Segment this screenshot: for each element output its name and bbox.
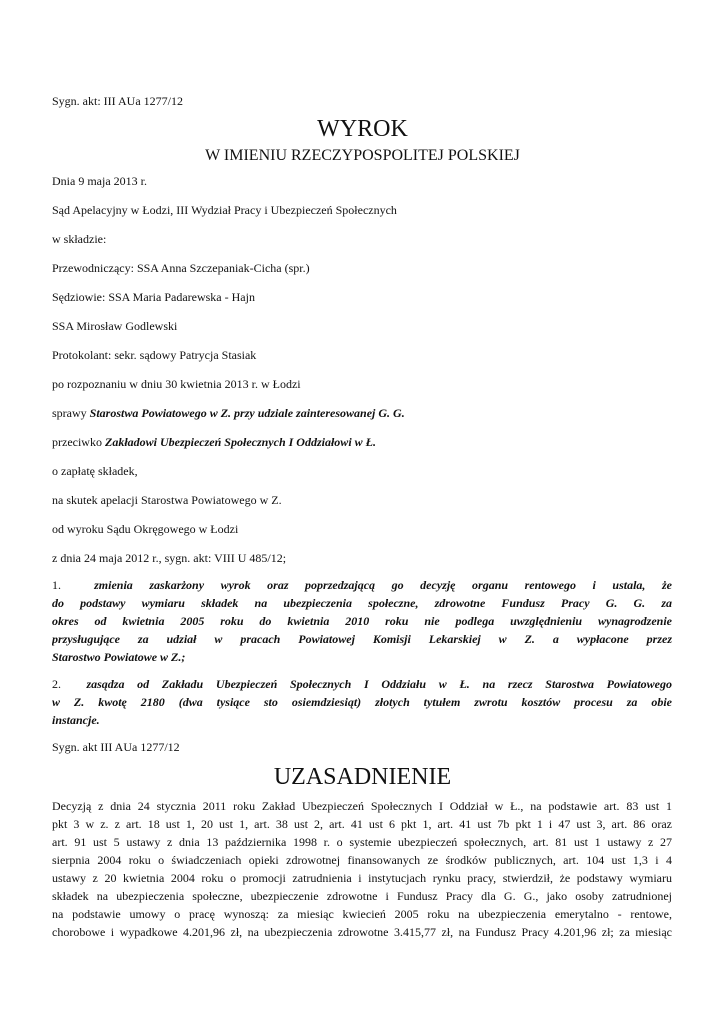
against-prefix: przeciwko [52,435,105,449]
case-signature-bottom: Sygn. akt III AUa 1277/12 [52,740,180,754]
lower-court-judgment: od wyroku Sądu Okręgowego w Łodzi [52,522,239,536]
against-party: Zakładowi Ubezpieczeń Społecznych I Oddziałowi w Ł. [104,435,376,449]
justification-line: sierpnia 2004 roku o świadczeniach opieki zdrowotnej finansowanych ze środków publicznych, art. 104 ust 1,3 i 4 [52,853,672,867]
judgment-date: Dnia 9 maja 2013 r. [52,174,147,188]
ruling-point-1 [52,576,672,666]
judges: Sędziowie: SSA Maria Padarewska - Hajn [52,290,255,304]
justification-line: Decyzją z dnia 24 stycznia 2011 roku Zakład Ubezpieczeń Społecznych I Oddział w Ł., na podstawie art. 83 ust 1 [52,799,672,813]
ruling-point-line: okres od kwietnia 2005 roku do kwietnia 2010 roku nie podlega uwzględnieniu wynagrodzenie [52,614,672,628]
ruling-point-number: 1. [52,578,61,592]
composition-label: w składzie: [52,232,107,246]
justification-title: UZASADNIENIE [273,764,452,790]
ruling-point-number: 2. [52,677,61,691]
ruling-point-line: do podstawy wymiaru składek na ubezpieczenia społeczne, zdrowotne Fundusz Pracy G. G. za [52,596,672,610]
justification-line: chorobowe i wypadkowe 4.201,96 zł, na ubezpieczenia zdrowotne 3.415,77 zł, na Fundusz Pracy 4.201,96 zł; za miesiąc [52,925,672,939]
judge-second: SSA Mirosław Godlewski [52,319,178,333]
against-line [52,435,376,449]
justification-line: na podstawie umowy o pracę wynoszą: za miesiąc kwiecień 2005 roku na ubezpieczenia emerytalno - rentowe, [52,907,672,921]
case-party: Starostwa Powiatowego w Z. przy udziale zainteresowanej G. G. [89,406,405,420]
ruling-point-line: 1. zmienia zaskarżony wyrok oraz poprzedzającą go decyzję organu rentowego i ustala, że [52,578,672,592]
ruling-point-line: Starostwo Powiatowe w Z.; [52,650,186,664]
ruling-point-line: w Z. kwotę 2180 (dwa tysiące sto osiemdziesiąt) złotych tytułem zwrotu kosztów procesu za obie [52,695,672,709]
justification-body [52,797,672,941]
ruling-point-line: 2. zasądza od Zakładu Ubezpieczeń Społecznych I Oddziału w Ł. na rzecz Starostwa Powiatowego [52,677,672,691]
court-clerk: Protokolant: sekr. sądowy Patrycja Stasiak [52,348,257,362]
hearing-info: po rozpoznaniu w dniu 30 kwietnia 2013 r. w Łodzi [52,377,301,391]
court-name: Sąd Apelacyjny w Łodzi, III Wydział Pracy i Ubezpieczeń Społecznych [52,203,397,217]
case-prefix: sprawy [52,406,90,420]
presiding-judge: Przewodniczący: SSA Anna Szczepaniak-Cicha (spr.) [52,261,310,275]
judgment-title: WYROK [317,116,408,142]
case-signature-top: Sygn. akt: III AUa 1277/12 [52,94,183,108]
justification-line: składek na ubezpieczenia społeczne, ubezpieczenie zdrowotne i Fundusz Pracy dla G. G., jako osoby zatrudnionej [52,889,672,903]
case-subject: o zapłatę składek, [52,464,138,478]
justification-line: pkt 3 w z. z art. 18 ust 1, 20 ust 1, art. 38 ust 2, art. 41 ust 6 pkt 1, art. 41 ust 7b pkt 1 i 47 ust 3, art. 86 oraz [52,817,672,831]
ruling-point-2 [52,675,672,729]
judgment-subtitle: W IMIENIU RZECZYPOSPOLITEJ POLSKIEJ [205,147,520,164]
ruling-point-line: instancje. [52,713,100,727]
case-line [52,406,405,420]
lower-court-judgment-date: z dnia 24 maja 2012 r., sygn. akt: VIII U 485/12; [52,551,287,565]
justification-line: ustawy z 20 kwietnia 2004 roku o promocji zatrudnienia i instytucjach rynku pracy, stwierdził, że podstawy wymiaru [52,871,672,885]
ruling-point-line: przysługujące za udział w pracach Powiatowej Komisji Lekarskiej w Z. a wypłacone przez [52,632,672,646]
appeal-info: na skutek apelacji Starostwa Powiatowego w Z. [52,493,282,507]
justification-line: art. 91 ust 5 ustawy z dnia 13 października 1998 r. o systemie ubezpieczeń społecznych, art. 81 ust 1 ustawy z 27 [52,835,672,849]
